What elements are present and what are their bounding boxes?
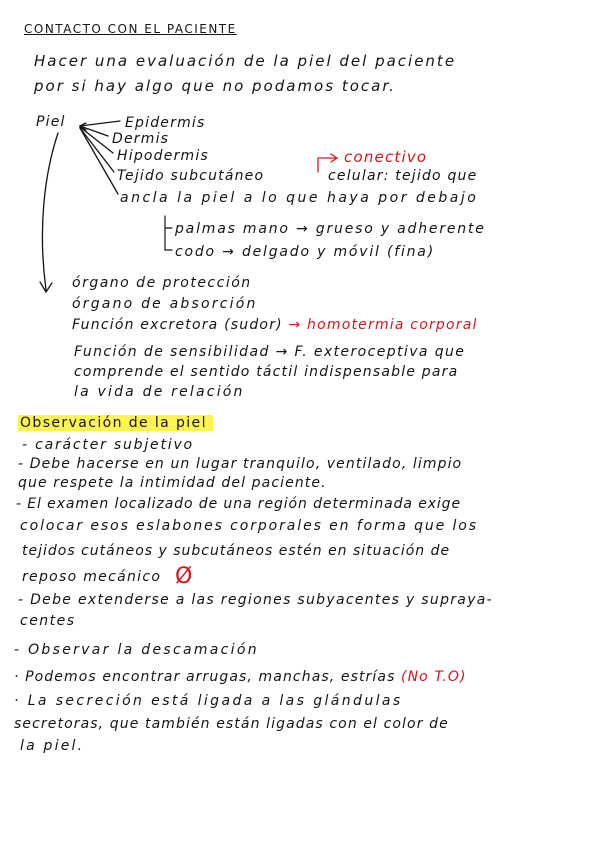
homotermia-label: → homotermia corporal [288, 317, 478, 333]
observation-heading [18, 414, 213, 432]
skin-tejido-label: Tejido subcutáneo [117, 168, 265, 184]
observation-line-6: tejidos cutáneos y subcutáneos estén en situación de [22, 543, 451, 559]
skin-layer-epidermis: Epidermis [125, 115, 206, 131]
observation-line-3: que respete la intimidad del paciente. [18, 475, 327, 491]
observation-heading-text: Observación de la piel [18, 415, 213, 431]
function-line-5: comprende el sentido táctil indispensable para [74, 364, 459, 380]
arrugas-text: · Podemos encontrar arrugas, manchas, estrías [14, 669, 402, 685]
conectivo-label: conectivo [344, 148, 428, 166]
palmas-line: palmas mano → grueso y adherente [175, 221, 486, 237]
skin-brace-lines [40, 121, 120, 292]
descamacion-line-4: secretoras, que también están ligadas con el color de [14, 716, 449, 732]
function-line-4: Función de sensibilidad → F. exteroceptiva que [74, 344, 466, 360]
descamacion-line-1: - Observar la descamación [14, 642, 259, 658]
observation-line-4: - El examen localizado de una región determinada exige [16, 496, 461, 512]
function-line-2: órgano de absorción [72, 296, 258, 312]
function-line-6: la vida de relación [74, 384, 245, 400]
observation-line-9: centes [20, 613, 76, 629]
null-symbol: Ø [174, 564, 194, 589]
skin-layer-hipodermis: Hipodermis [117, 148, 209, 164]
descamacion-line-3: · La secreción está ligada a las glándulas [14, 693, 403, 709]
ancla-line: ancla la piel a lo que haya por debajo [120, 190, 479, 206]
descamacion-line-5: la piel. [20, 738, 85, 754]
tejido-continuation: celular: tejido que [328, 168, 478, 184]
no-to-label: (No T.O) [401, 669, 467, 685]
intro-line-1: Hacer una evaluación de la piel del paciente [34, 52, 457, 70]
function-line-3 [72, 316, 478, 334]
page-title: CONTACTO CON EL PACIENTE [24, 22, 237, 36]
codo-line: codo → delgado y móvil (fina) [175, 244, 435, 260]
observation-line-5: colocar esos eslabones corporales en forma que los [20, 518, 478, 534]
reposo-text: reposo mecánico [22, 569, 162, 585]
skin-layer-dermis: Dermis [112, 131, 170, 147]
observation-line-8: - Debe extenderse a las regiones subyacentes y supraya- [18, 592, 494, 608]
intro-line-2: por si hay algo que no podamos tocar. [34, 77, 396, 95]
observation-line-7 [22, 564, 194, 589]
descamacion-line-2 [14, 668, 467, 686]
observation-line-1: - carácter subjetivo [22, 437, 194, 453]
skin-root-label: Piel [36, 114, 66, 130]
observation-line-2: - Debe hacerse en un lugar tranquilo, ventilado, limpio [18, 456, 463, 472]
function-excretora: Función excretora (sudor) [72, 317, 289, 333]
palmas-codo-bracket [165, 216, 172, 250]
function-line-1: órgano de protección [72, 275, 252, 291]
